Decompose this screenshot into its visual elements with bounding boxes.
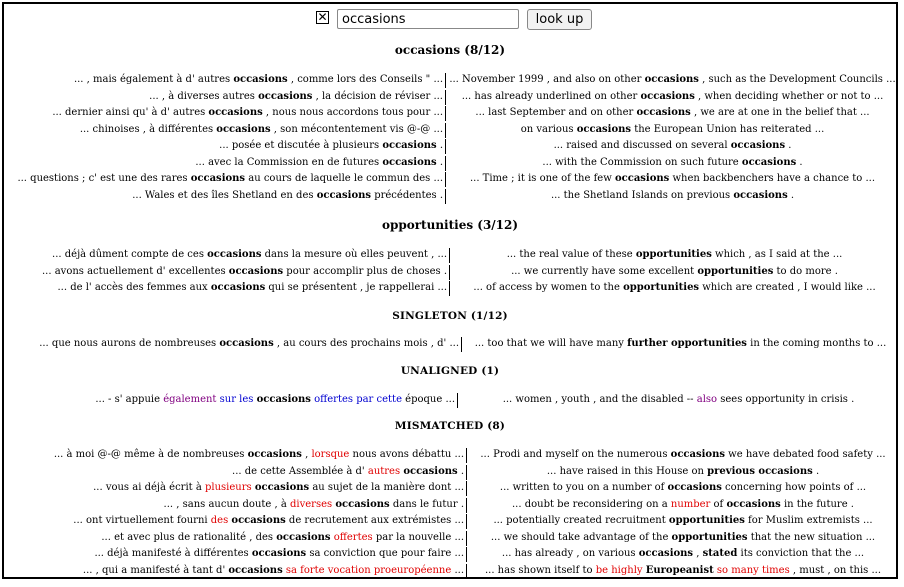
context-text: au cours de laquelle le commun des ...	[245, 173, 443, 184]
context-text: ... chinoises , à différentes	[79, 123, 217, 135]
target-context	[447, 155, 896, 171]
alignment-divider	[445, 156, 446, 171]
context-text: ... ont virtuellement fourni	[73, 515, 211, 526]
alignment-divider	[466, 547, 467, 562]
context-text: ... Prodi and myself on the numerous	[480, 449, 671, 460]
source-context	[54, 447, 466, 463]
context-text: ... , mais également à d' autres	[73, 74, 234, 85]
context-text: , must , on this ...	[789, 564, 882, 576]
context-text: sees opportunity in crisis .	[717, 394, 855, 405]
match-term: occasions	[614, 173, 670, 184]
context-text: ... et avec plus de rationalité , des	[101, 531, 277, 543]
target-context	[468, 546, 896, 562]
context-text: ... have raised in this House on	[546, 465, 708, 477]
target-context	[468, 447, 896, 463]
target-context	[468, 480, 896, 496]
match-term: occasions	[247, 449, 302, 460]
source-context	[94, 546, 466, 562]
match-term: occasions	[730, 140, 786, 151]
match-term: opportunities	[668, 515, 745, 526]
concordance-row	[4, 72, 896, 88]
source-context	[83, 563, 466, 579]
context-text: , la décision de réviser ...	[312, 90, 443, 102]
close-checkbox[interactable]: ✕	[317, 10, 328, 24]
match-term: occasions	[219, 338, 274, 349]
context-text: its conviction that the ...	[737, 548, 865, 559]
context-text: ... dernier ainsi qu' à d' autres	[52, 107, 209, 118]
target-context	[468, 563, 896, 579]
alignment-divider	[449, 265, 450, 280]
alignment-divider	[466, 465, 467, 480]
context-text: précédentes .	[371, 189, 443, 201]
context-text: for Muslim extremists ...	[744, 515, 873, 526]
context-text: .	[436, 140, 443, 151]
alignment-divider	[449, 248, 450, 263]
target-context	[468, 513, 896, 529]
match-term: occasions	[190, 173, 246, 184]
context-text: ... vous ai déjà écrit à	[93, 482, 205, 493]
context-text: , we are at one in the belief that ...	[690, 107, 870, 118]
match-term: occasions	[258, 90, 313, 102]
highlighted-word: offertes	[333, 531, 373, 543]
match-term: previous occasions	[707, 465, 813, 477]
context-text: ... has already underlined on other	[461, 90, 641, 102]
concordance-row	[4, 392, 896, 408]
context-text: ... Time ; it is one of the few	[469, 173, 615, 184]
highlighted-word: offertes par cette	[314, 394, 402, 405]
match-term: occasions	[638, 548, 694, 559]
source-context	[17, 171, 445, 187]
context-text: to do more .	[773, 265, 838, 277]
match-term: occasions	[216, 123, 271, 135]
highlighted-word: be highly	[595, 564, 643, 576]
alignment-divider	[466, 514, 467, 529]
concordance-row	[4, 155, 896, 171]
source-context	[232, 464, 466, 480]
concordance-row	[4, 188, 896, 204]
concordance-row	[4, 464, 896, 480]
context-text: concerning how points of ...	[721, 482, 867, 493]
context-text: in the future .	[780, 498, 854, 510]
context-text: époque ...	[402, 394, 455, 405]
context-text: of	[710, 498, 727, 510]
context-text: ... November 1999 , and also on other	[449, 74, 645, 85]
alignment-divider	[466, 481, 467, 496]
context-text: in the coming months to ...	[746, 338, 887, 349]
concordance-row	[4, 497, 896, 513]
context-text: ... has already , on various	[501, 548, 639, 559]
concordance-row	[4, 105, 896, 121]
target-context	[447, 72, 896, 88]
section-heading: occasions (8/12)	[394, 43, 506, 57]
context-text: , au cours des prochains mois , d' ...	[273, 338, 459, 349]
alignment-divider	[445, 189, 446, 204]
context-text: ... , à diverses autres	[149, 90, 259, 102]
alignment-divider	[449, 281, 450, 296]
section-heading: opportunities (3/12)	[381, 218, 519, 232]
context-text: ,	[693, 548, 703, 559]
context-text: sa conviction que pour faire ...	[306, 548, 464, 559]
match-term: occasions	[741, 156, 797, 168]
context-text: ... déjà dûment compte de ces	[52, 249, 208, 260]
context-text: par la nouvelle ...	[372, 531, 464, 543]
highlighted-word: number	[670, 498, 711, 510]
target-context	[447, 105, 896, 121]
target-context	[447, 171, 896, 187]
concordance-row	[4, 480, 896, 496]
match-term: opportunities	[635, 249, 712, 260]
match-term: occasions	[228, 265, 284, 277]
concordance-row	[4, 171, 896, 187]
concordance-row	[4, 563, 896, 579]
match-term: opportunities	[697, 265, 774, 277]
match-term: occasions	[644, 74, 699, 85]
context-text: ... posée et discutée à plusieurs	[219, 140, 383, 151]
match-term: occasions	[254, 482, 310, 493]
context-text: dans la mesure où elles peuvent , ...	[261, 249, 447, 260]
match-term: occasions	[208, 107, 263, 118]
context-text: on various	[520, 123, 577, 135]
context-text: ... de cette Assemblée à d'	[232, 465, 368, 477]
source-context	[52, 105, 445, 121]
context-text: ... à moi @-@ même à de nombreuses	[53, 449, 248, 460]
target-context	[447, 138, 896, 154]
context-text: .	[436, 156, 443, 168]
target-context	[451, 264, 896, 280]
source-context	[57, 280, 449, 296]
context-text: , comme lors des Conseils " ...	[287, 74, 443, 85]
source-context	[93, 480, 466, 496]
source-context	[39, 336, 461, 352]
alignment-divider	[445, 73, 446, 88]
target-context	[447, 122, 896, 138]
alignment-divider	[466, 564, 467, 579]
concordance-row	[4, 530, 896, 546]
concordance-row	[4, 546, 896, 562]
context-text: , such as the Development Councils ...	[698, 74, 896, 85]
match-term: occasions	[251, 548, 307, 559]
match-term: occasions	[667, 482, 722, 493]
highlighted-word: sa forte vocation proeuropéenne	[285, 564, 452, 576]
match-term: opportunities	[671, 531, 748, 543]
source-context	[164, 497, 466, 513]
alignment-divider	[466, 531, 467, 546]
match-term: occasions	[231, 515, 286, 526]
alignment-divider	[445, 172, 446, 187]
concordance-row	[4, 280, 896, 296]
target-context	[451, 280, 896, 296]
context-text: ... the Shetland Islands on previous	[550, 189, 734, 201]
match-term: occasions	[576, 123, 632, 135]
source-context	[195, 155, 445, 171]
context-text: ... we currently have some excellent	[511, 265, 698, 277]
context-text: that the new situation ...	[747, 531, 876, 543]
highlighted-word: so many times	[716, 564, 790, 576]
match-term: stated	[702, 548, 738, 559]
context-text: nous avons débattu ...	[349, 449, 464, 460]
context-text: de recrutement aux extrémistes ...	[285, 515, 464, 526]
context-text: ... doubt be reconsidering on a	[512, 498, 671, 510]
context-text: ... que nous aurons de nombreuses	[39, 338, 220, 349]
context-text: ... too that we will have many	[474, 338, 628, 349]
match-term: occasions	[382, 140, 437, 151]
match-term: occasions	[670, 449, 725, 460]
context-text: ... , sans aucun doute , à	[163, 498, 291, 510]
context-text: ... Wales et des îles Shetland en des	[132, 189, 317, 201]
target-context	[468, 497, 896, 513]
source-context	[149, 89, 445, 105]
match-term: occasions	[256, 394, 311, 405]
context-text: ,	[301, 449, 312, 460]
context-text: .	[785, 140, 792, 151]
context-text: ... women , youth , and the disabled --	[502, 394, 697, 405]
section-heading: SINGLETON (1/12)	[392, 310, 508, 322]
section-heading: MISMATCHED (8)	[394, 420, 506, 432]
match-term: occasions	[228, 564, 283, 576]
search-input[interactable]	[337, 9, 519, 29]
context-text: .	[796, 156, 803, 168]
target-context	[459, 392, 896, 408]
source-context	[95, 392, 457, 408]
context-text: ... has shown itself to	[484, 564, 596, 576]
context-text: , nous nous accordons tous pour ...	[262, 107, 443, 118]
alignment-divider	[445, 123, 446, 138]
concordance-row	[4, 447, 896, 463]
match-term: occasions	[276, 531, 331, 543]
match-term: occasions	[733, 189, 788, 201]
context-text: which are created , I would like ...	[699, 282, 876, 293]
context-text: ... the real value of these	[506, 249, 636, 260]
match-term: occasions	[335, 498, 390, 510]
match-term: occasions	[636, 107, 691, 118]
context-text: ... written to you on a number of	[499, 482, 668, 493]
highlighted-word: autres	[367, 465, 401, 477]
context-text: , when deciding whether or not to ...	[694, 90, 884, 102]
context-text: ... questions ; c' est une des rares	[17, 173, 191, 184]
context-text: ... last September and on other	[475, 107, 637, 118]
context-text: qui se présentent , je rappellerai ...	[265, 282, 447, 293]
look-up-button[interactable]: look up	[527, 9, 592, 30]
highlighted-word: sur les	[219, 394, 254, 405]
highlighted-word: plusieurs	[204, 482, 252, 493]
source-context	[132, 188, 445, 204]
match-term: occasions	[233, 74, 288, 85]
context-text: ... avec la Commission en de futures	[195, 156, 383, 168]
target-context	[468, 464, 896, 480]
alignment-divider	[445, 106, 446, 121]
context-text: when backbenchers have a chance to ...	[669, 173, 876, 184]
context-text: ... we should take advantage of the	[490, 531, 672, 543]
alignment-divider	[445, 139, 446, 154]
context-text: ... avons actuellement d' excellentes	[42, 265, 229, 277]
match-term: occasions	[316, 189, 372, 201]
context-text: au sujet de la manière dont ...	[309, 482, 464, 493]
target-context	[468, 530, 896, 546]
concordance-row	[4, 264, 896, 280]
concordance-row	[4, 336, 896, 352]
context-text: ... raised and discussed on several	[553, 140, 731, 151]
context-text: ... - s' appuie	[95, 394, 164, 405]
context-text: .	[812, 465, 820, 477]
highlighted-word: des	[210, 515, 229, 526]
context-text: .	[787, 189, 795, 201]
alignment-divider	[466, 448, 467, 463]
context-text: we have debated food safety ...	[725, 449, 886, 460]
target-context	[451, 247, 896, 263]
context-text: ... potentially created recruitment	[493, 515, 669, 526]
context-text: , son mécontentement vis @-@ ...	[270, 123, 443, 135]
highlighted-word: diverses	[290, 498, 333, 510]
alignment-divider	[457, 393, 458, 408]
alignment-divider	[466, 498, 467, 513]
concordance-row	[4, 138, 896, 154]
target-context	[463, 336, 896, 352]
highlighted-word: lorsque	[311, 449, 350, 460]
highlighted-word: également	[163, 394, 217, 405]
source-context	[74, 72, 445, 88]
concordance-row	[4, 247, 896, 263]
match-term: opportunities	[623, 282, 700, 293]
match-term: occasions	[640, 90, 695, 102]
context-text: pour accomplir plus de choses .	[283, 265, 447, 277]
match-term: occasions	[207, 249, 262, 260]
context-text: ... of access by women to the	[473, 282, 624, 293]
concordance-row	[4, 89, 896, 105]
concordance-window	[2, 2, 898, 579]
source-context	[73, 513, 466, 529]
context-text: ... , qui a manifesté à tant d'	[82, 564, 229, 576]
highlighted-word: also	[696, 394, 718, 405]
source-context	[42, 264, 449, 280]
context-text: ... with the Commission on such future	[542, 156, 742, 168]
target-context	[447, 89, 896, 105]
match-term: Europeanist	[645, 564, 714, 576]
source-context	[52, 247, 449, 263]
context-text: ... déjà manifesté à différentes	[94, 548, 252, 559]
alignment-divider	[445, 90, 446, 105]
match-term: further opportunities	[627, 338, 747, 349]
match-term: occasions	[382, 156, 437, 168]
match-term: occasions	[726, 498, 781, 510]
section-heading: UNALIGNED (1)	[400, 365, 500, 377]
context-text: dans le futur .	[389, 498, 464, 510]
concordance-row	[4, 122, 896, 138]
alignment-divider	[461, 337, 462, 352]
match-term: occasions	[403, 465, 458, 477]
context-text: which , as I said at the ...	[711, 249, 843, 260]
match-term: occasions	[210, 282, 266, 293]
context-text: the European Union has reiterated ...	[631, 123, 825, 135]
search-toolbar	[4, 8, 896, 32]
context-text: .	[457, 465, 464, 477]
context-text: ... de l' accès des femmes aux	[57, 282, 211, 293]
source-context	[219, 138, 445, 154]
concordance-row	[4, 513, 896, 529]
target-context	[447, 188, 896, 204]
context-text: ...	[451, 564, 464, 576]
source-context	[80, 122, 445, 138]
source-context	[101, 530, 466, 546]
